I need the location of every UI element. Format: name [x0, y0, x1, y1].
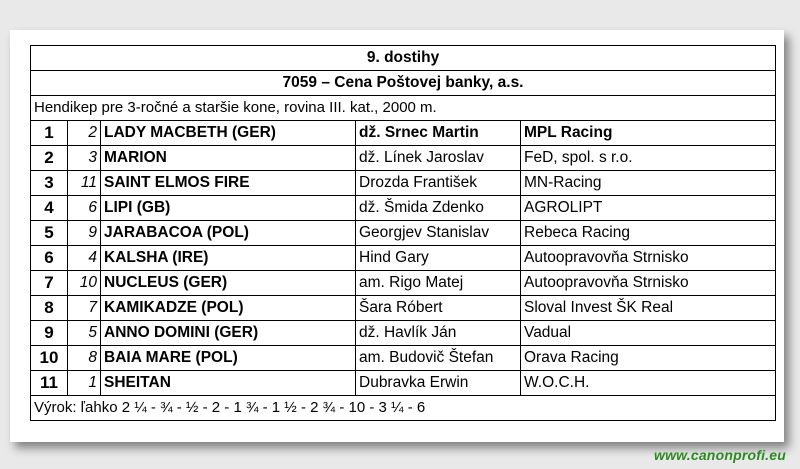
- finish-place: 10: [31, 346, 68, 371]
- start-number: 8: [68, 346, 101, 371]
- start-number: 5: [68, 321, 101, 346]
- race-title-row: [31, 46, 776, 71]
- start-number: 2: [68, 121, 101, 146]
- horse-name: KALSHA (IRE): [101, 246, 356, 271]
- start-number: 6: [68, 196, 101, 221]
- jockey-name: dž. Šmida Zdenko: [356, 196, 521, 221]
- jockey-name: Drozda František: [356, 171, 521, 196]
- result-row: [31, 121, 776, 146]
- start-number: 4: [68, 246, 101, 271]
- jockey-name: Šara Róbert: [356, 296, 521, 321]
- verdict-text: Výrok: ľahko 2 ¼ - ¾ - ½ - 2 - 1 ¾ - 1 ½ - 2 ¾ - 10 - 3 ¼ - 6: [31, 396, 776, 421]
- jockey-name: am. Rigo Matej: [356, 271, 521, 296]
- jockey-name: Georgjev Stanislav: [356, 221, 521, 246]
- jockey-name: dž. Havlík Ján: [356, 321, 521, 346]
- start-number: 1: [68, 371, 101, 396]
- owner-name: FeD, spol. s r.o.: [521, 146, 776, 171]
- owner-name: Sloval Invest ŠK Real: [521, 296, 776, 321]
- owner-name: Orava Racing: [521, 346, 776, 371]
- finish-place: 5: [31, 221, 68, 246]
- horse-name: KAMIKADZE (POL): [101, 296, 356, 321]
- finish-place: 8: [31, 296, 68, 321]
- horse-name: MARION: [101, 146, 356, 171]
- finish-place: 6: [31, 246, 68, 271]
- race-name: 7059 – Cena Poštovej banky, a.s.: [31, 71, 776, 96]
- result-row: [31, 271, 776, 296]
- horse-name: SHEITAN: [101, 371, 356, 396]
- owner-name: W.O.C.H.: [521, 371, 776, 396]
- owner-name: AGROLIPT: [521, 196, 776, 221]
- start-number: 11: [68, 171, 101, 196]
- verdict-row: [31, 396, 776, 421]
- jockey-name: am. Budovič Štefan: [356, 346, 521, 371]
- jockey-name: Hind Gary: [356, 246, 521, 271]
- finish-place: 3: [31, 171, 68, 196]
- horse-name: JARABACOA (POL): [101, 221, 356, 246]
- result-row: [31, 146, 776, 171]
- horse-name: ANNO DOMINI (GER): [101, 321, 356, 346]
- horse-name: BAIA MARE (POL): [101, 346, 356, 371]
- finish-place: 1: [31, 121, 68, 146]
- jockey-name: dž. Línek Jaroslav: [356, 146, 521, 171]
- result-row: [31, 321, 776, 346]
- result-row: [31, 171, 776, 196]
- owner-name: Autoopravovňa Strnisko: [521, 246, 776, 271]
- race-name-row: [31, 71, 776, 96]
- race-results-table: [30, 45, 776, 421]
- finish-place: 9: [31, 321, 68, 346]
- result-row: [31, 371, 776, 396]
- start-number: 9: [68, 221, 101, 246]
- result-row: [31, 196, 776, 221]
- start-number: 3: [68, 146, 101, 171]
- result-row: [31, 296, 776, 321]
- owner-name: MN-Racing: [521, 171, 776, 196]
- horse-name: NUCLEUS (GER): [101, 271, 356, 296]
- horse-name: LIPI (GB): [101, 196, 356, 221]
- finish-place: 4: [31, 196, 68, 221]
- race-title: 9. dostihy: [31, 46, 776, 71]
- horse-name: SAINT ELMOS FIRE: [101, 171, 356, 196]
- jockey-name: dž. Srnec Martin: [356, 121, 521, 146]
- start-number: 7: [68, 296, 101, 321]
- owner-name: Vadual: [521, 321, 776, 346]
- jockey-name: Dubravka Erwin: [356, 371, 521, 396]
- owner-name: Rebeca Racing: [521, 221, 776, 246]
- result-row: [31, 221, 776, 246]
- result-row: [31, 246, 776, 271]
- finish-place: 11: [31, 371, 68, 396]
- finish-place: 2: [31, 146, 68, 171]
- finish-place: 7: [31, 271, 68, 296]
- owner-name: MPL Racing: [521, 121, 776, 146]
- race-description: Hendikep pre 3-ročné a staršie kone, rovina III. kat., 2000 m.: [31, 96, 776, 121]
- result-row: [31, 346, 776, 371]
- owner-name: Autoopravovňa Strnisko: [521, 271, 776, 296]
- race-description-row: [31, 96, 776, 121]
- watermark: www.canonprofi.eu: [654, 447, 786, 463]
- horse-name: LADY MACBETH (GER): [101, 121, 356, 146]
- start-number: 10: [68, 271, 101, 296]
